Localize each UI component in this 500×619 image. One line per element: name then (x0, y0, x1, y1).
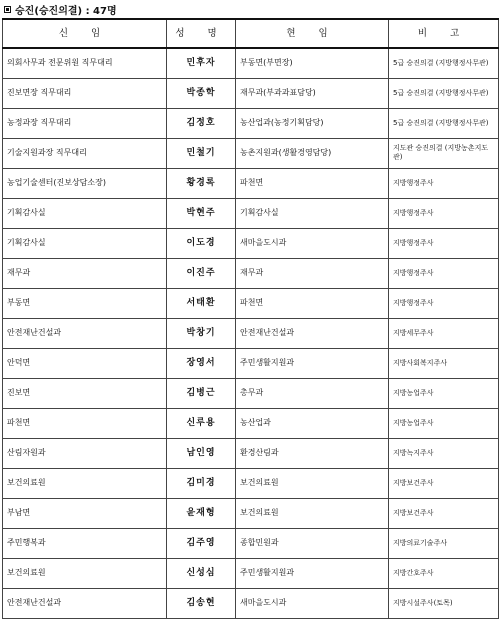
new-post-cell: 재무과 (3, 258, 167, 288)
remarks-cell: 지방세무주사 (389, 318, 499, 348)
table-row (3, 558, 499, 588)
remarks-cell: 지방행정주사 (389, 228, 499, 258)
remarks-cell: 지방농업주사 (389, 408, 499, 438)
table-row (3, 378, 499, 408)
remarks-cell: 지방사회복지주사 (389, 348, 499, 378)
new-post-cell: 산림자원과 (3, 438, 167, 468)
current-post-cell: 파천면 (236, 288, 389, 318)
header-name: 성 명 (167, 19, 236, 48)
table-row (3, 258, 499, 288)
table-row (3, 108, 499, 138)
table-row (3, 138, 499, 168)
current-post-cell: 보건의료원 (236, 468, 389, 498)
name-cell: 김송현 (167, 588, 236, 618)
promotion-table (2, 18, 499, 619)
table-row (3, 588, 499, 618)
name-cell: 윤재형 (167, 498, 236, 528)
name-cell: 박종학 (167, 78, 236, 108)
header-current-post: 현 임 (236, 19, 389, 48)
new-post-cell: 파천면 (3, 408, 167, 438)
new-post-cell: 주민행복과 (3, 528, 167, 558)
square-bullet-icon (4, 6, 11, 13)
new-post-cell: 부동면 (3, 288, 167, 318)
new-post-cell: 진보면 (3, 378, 167, 408)
remarks-cell: 5급 승진의결 (지방행정사무관) (389, 48, 499, 78)
current-post-cell: 새마을도시과 (236, 588, 389, 618)
new-post-cell: 기술지원과장 직무대리 (3, 138, 167, 168)
table-header-row (3, 19, 499, 48)
table-row (3, 408, 499, 438)
remarks-cell: 지방농업주사 (389, 378, 499, 408)
remarks-cell: 지도관 승진의결 (지방농촌지도관) (389, 138, 499, 168)
new-post-cell: 안전재난건설과 (3, 588, 167, 618)
current-post-cell: 보건의료원 (236, 498, 389, 528)
table-row (3, 468, 499, 498)
table-row (3, 438, 499, 468)
current-post-cell: 농산업과 (236, 408, 389, 438)
current-post-cell: 농산업과(농정기획담당) (236, 108, 389, 138)
current-post-cell: 안전재난건설과 (236, 318, 389, 348)
current-post-cell: 기획감사실 (236, 198, 389, 228)
table-row (3, 228, 499, 258)
name-cell: 박현주 (167, 198, 236, 228)
new-post-cell: 안전재난건설과 (3, 318, 167, 348)
table-row (3, 318, 499, 348)
remarks-cell: 5급 승진의결 (지방행정사무관) (389, 108, 499, 138)
remarks-cell: 지방보건주사 (389, 468, 499, 498)
name-cell: 황경록 (167, 168, 236, 198)
remarks-cell: 지방의료기술주사 (389, 528, 499, 558)
table-row (3, 198, 499, 228)
current-post-cell: 새마을도시과 (236, 228, 389, 258)
new-post-cell: 농업기술센터(진보상담소장) (3, 168, 167, 198)
name-cell: 김정호 (167, 108, 236, 138)
name-cell: 서태환 (167, 288, 236, 318)
new-post-cell: 진보면장 직무대리 (3, 78, 167, 108)
remarks-cell: 지방시설주사(토목) (389, 588, 499, 618)
current-post-cell: 농촌지원과(생활경영담당) (236, 138, 389, 168)
remarks-cell: 지방행정주사 (389, 198, 499, 228)
current-post-cell: 부동면(부면장) (236, 48, 389, 78)
section-title-text: 승진(승진의결) : 47명 (15, 5, 117, 17)
name-cell: 남인영 (167, 438, 236, 468)
table-row (3, 498, 499, 528)
new-post-cell: 보건의료원 (3, 468, 167, 498)
table-row (3, 168, 499, 198)
table-row (3, 78, 499, 108)
remarks-cell: 5급 승진의결 (지방행정사무관) (389, 78, 499, 108)
header-remarks: 비 고 (389, 19, 499, 48)
new-post-cell: 의회사무과 전문위원 직무대리 (3, 48, 167, 78)
name-cell: 이진주 (167, 258, 236, 288)
header-new-post: 신 임 (3, 19, 167, 48)
remarks-cell: 지방행정주사 (389, 288, 499, 318)
new-post-cell: 기획감사실 (3, 228, 167, 258)
name-cell: 김미경 (167, 468, 236, 498)
table-row (3, 528, 499, 558)
new-post-cell: 안덕면 (3, 348, 167, 378)
name-cell: 신루용 (167, 408, 236, 438)
new-post-cell: 농정과장 직무대리 (3, 108, 167, 138)
name-cell: 민철기 (167, 138, 236, 168)
section-title (4, 2, 117, 16)
current-post-cell: 재무과(부과과표담당) (236, 78, 389, 108)
remarks-cell: 지방간호주사 (389, 558, 499, 588)
name-cell: 김병근 (167, 378, 236, 408)
current-post-cell: 재무과 (236, 258, 389, 288)
current-post-cell: 파천면 (236, 168, 389, 198)
table-row (3, 348, 499, 378)
current-post-cell: 환경산림과 (236, 438, 389, 468)
remarks-cell: 지방행정주사 (389, 258, 499, 288)
table-row (3, 48, 499, 78)
table-row (3, 288, 499, 318)
current-post-cell: 총무과 (236, 378, 389, 408)
current-post-cell: 주민생활지원과 (236, 558, 389, 588)
current-post-cell: 주민생활지원과 (236, 348, 389, 378)
name-cell: 장영서 (167, 348, 236, 378)
name-cell: 신성심 (167, 558, 236, 588)
remarks-cell: 지방녹지주사 (389, 438, 499, 468)
name-cell: 이도경 (167, 228, 236, 258)
new-post-cell: 부남면 (3, 498, 167, 528)
new-post-cell: 보건의료원 (3, 558, 167, 588)
current-post-cell: 종합민원과 (236, 528, 389, 558)
remarks-cell: 지방행정주사 (389, 168, 499, 198)
new-post-cell: 기획감사실 (3, 198, 167, 228)
name-cell: 김주영 (167, 528, 236, 558)
remarks-cell: 지방보건주사 (389, 498, 499, 528)
name-cell: 민후자 (167, 48, 236, 78)
name-cell: 박창기 (167, 318, 236, 348)
